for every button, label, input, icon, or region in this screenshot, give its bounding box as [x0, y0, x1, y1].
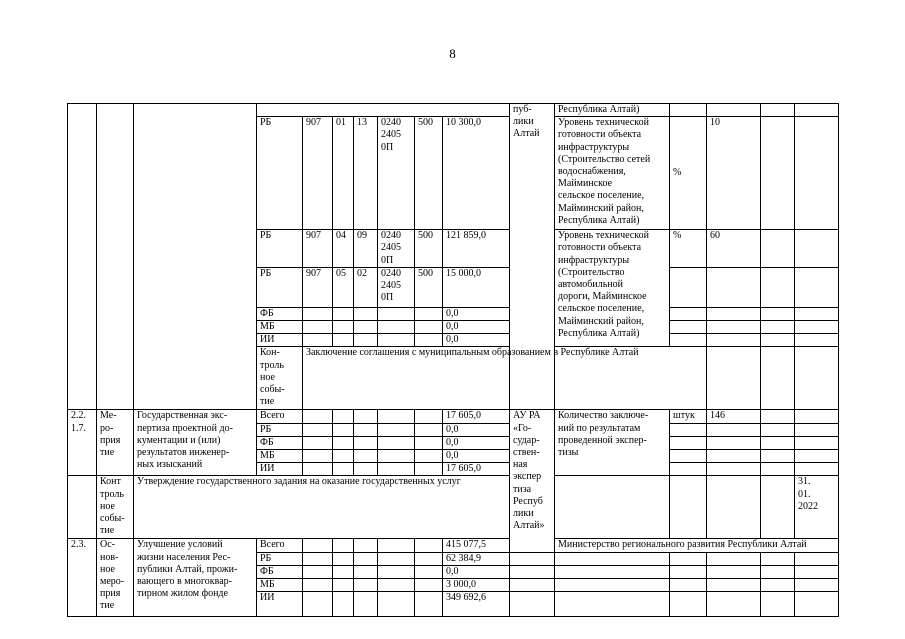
cell-empty [415, 436, 443, 449]
cell-empty [761, 410, 795, 423]
cell-empty [333, 552, 354, 565]
unit-cell [670, 450, 707, 463]
cell-empty [354, 463, 378, 476]
cell-empty [354, 592, 378, 617]
control-label-line: собы- [260, 384, 285, 396]
cell-empty [707, 552, 761, 565]
budget-source-cell: ИИ [257, 463, 303, 476]
value-cell: 146 [707, 410, 761, 423]
csr-line: 2405 [381, 242, 401, 254]
csr-cell [378, 267, 415, 307]
unit-cell [670, 104, 707, 117]
number-cell [68, 410, 97, 476]
cell-empty [761, 565, 795, 578]
control-label-line: собы- [100, 513, 125, 525]
cell-empty [303, 436, 333, 449]
executor-line: Алтай» [513, 520, 545, 532]
cell-empty [761, 423, 795, 436]
indicator-line: автомобильной [558, 279, 623, 291]
budget-source-cell: РБ [257, 267, 303, 307]
cell-empty [354, 552, 378, 565]
cell-empty [795, 104, 839, 117]
cell-empty [415, 423, 443, 436]
value-cell [707, 463, 761, 476]
cell-empty [795, 423, 839, 436]
vr-cell: 500 [415, 230, 443, 268]
cell-empty [303, 423, 333, 436]
cell-empty [333, 592, 354, 617]
cell-empty [378, 423, 415, 436]
cell-empty [761, 436, 795, 449]
cell-empty [795, 334, 839, 347]
row-type-cell [97, 476, 134, 539]
cell-empty [68, 104, 97, 410]
executor-line: ная [513, 459, 528, 471]
amount-cell: 349 692,6 [443, 592, 510, 617]
value-cell: 10 [707, 117, 761, 230]
type-line: тие [100, 600, 115, 612]
indicator-line: дороги, Майминское [558, 291, 647, 303]
cell-empty [354, 450, 378, 463]
cell-empty [555, 476, 670, 539]
indicator-line: сельское поселение, [558, 303, 645, 315]
csr-line: 0240 [381, 117, 401, 129]
type-line: меро- [100, 576, 125, 588]
control-event-text: Утверждение государственного задания на оказание государственных услуг [134, 476, 510, 539]
executor-line: ствен- [513, 447, 540, 459]
executor-cell [510, 410, 555, 552]
cell-empty [795, 410, 839, 423]
cell-empty [415, 463, 443, 476]
date-line: 01. [798, 488, 811, 500]
executor-line: Респуб [513, 495, 543, 507]
executor-text: лики [513, 116, 534, 128]
budget-source-cell: Всего [257, 410, 303, 423]
csr-line: 0240 [381, 230, 401, 242]
control-label-line: ное [100, 500, 115, 512]
value-cell [707, 321, 761, 334]
amount-cell: 0,0 [443, 436, 510, 449]
cell-empty [354, 565, 378, 578]
cell-empty [670, 592, 707, 617]
value-cell [707, 423, 761, 436]
unit-cell: % [670, 117, 707, 230]
unit-cell [670, 476, 707, 539]
control-label-line: троль [260, 359, 284, 371]
csr-line: 0П [381, 141, 394, 153]
csr-cell [378, 117, 415, 230]
cell-empty [795, 267, 839, 307]
budget-source-cell: ФБ [257, 565, 303, 578]
cell-empty [415, 450, 443, 463]
control-label-line: ное [260, 371, 275, 383]
executor-cell: Министерство регионального развития Республики Алтай [555, 539, 839, 552]
budget-source-cell: МБ [257, 579, 303, 592]
cell-empty [795, 592, 839, 617]
type-line: прия [100, 588, 121, 600]
cell-empty [761, 592, 795, 617]
number-line: 1.7. [71, 422, 86, 434]
budget-source-cell: РБ [257, 117, 303, 230]
indicator-line: сельское поселение, [558, 190, 645, 202]
value-cell [707, 476, 761, 539]
cell-empty [415, 552, 443, 565]
measure-name-cell [134, 410, 257, 476]
indicator-line: Уровень технической [558, 117, 649, 129]
cell-empty [795, 463, 839, 476]
budget-source-cell: РБ [257, 423, 303, 436]
cell-empty [415, 565, 443, 578]
cell-empty [378, 592, 415, 617]
cell-empty [670, 552, 707, 565]
cell-empty [354, 321, 378, 334]
cell-empty [795, 321, 839, 334]
indicator-cell: Республика Алтай) [555, 104, 670, 117]
csr-line: 0240 [381, 267, 401, 279]
grbs-cell: 907 [303, 267, 333, 307]
cell-empty [761, 579, 795, 592]
executor-text: Алтай [513, 128, 540, 140]
type-line: прия [100, 434, 121, 446]
amount-cell: 0,0 [443, 334, 510, 347]
cell-empty [707, 347, 761, 410]
type-line: ное [100, 563, 115, 575]
cell-empty [555, 592, 670, 617]
indicator-line: Майминский район, [558, 202, 644, 214]
table-row [68, 104, 839, 117]
cell-empty [761, 450, 795, 463]
cell-empty [68, 476, 97, 539]
cell-empty [378, 436, 415, 449]
value-cell [795, 347, 839, 410]
control-label-line: тие [260, 396, 275, 408]
cell-empty [795, 117, 839, 230]
cell-empty [378, 539, 415, 552]
csr-line: 0П [381, 292, 394, 304]
name-line: кументации и (или) [137, 434, 221, 446]
cell-empty [761, 334, 795, 347]
number-cell: 2.3. [68, 539, 97, 617]
cell-empty [378, 450, 415, 463]
control-label-line: троль [100, 488, 124, 500]
cell-empty [795, 230, 839, 268]
csr-cell [378, 230, 415, 268]
cell-empty [303, 579, 333, 592]
indicator-line: ний по результатам [558, 422, 641, 434]
amount-cell: 17 605,0 [443, 410, 510, 423]
cell-empty [795, 436, 839, 449]
indicator-line: Республика Алтай) [558, 214, 640, 226]
budget-source-cell: ИИ [257, 334, 303, 347]
rz-cell: 05 [333, 267, 354, 307]
indicator-line: Уровень технической [558, 230, 649, 242]
cell-empty [333, 423, 354, 436]
page-number: 8 [449, 46, 456, 61]
csr-line: 2405 [381, 129, 401, 141]
indicator-line: готовности объекта [558, 242, 642, 254]
indicator-cell [555, 117, 670, 230]
name-line: вающего в многоквар- [137, 576, 232, 588]
amount-cell: 0,0 [443, 307, 510, 320]
indicator-line: тизы [558, 447, 579, 459]
cell-empty [333, 579, 354, 592]
indicator-line: Майминское [558, 178, 613, 190]
unit-cell [670, 321, 707, 334]
executor-line: тиза [513, 483, 532, 495]
cell-empty [303, 410, 333, 423]
budget-source-cell: ФБ [257, 436, 303, 449]
executor-line: экспер [513, 471, 542, 483]
amount-cell: 0,0 [443, 423, 510, 436]
amount-cell: 62 384,9 [443, 552, 510, 565]
cell-empty [761, 104, 795, 117]
control-label-line: тие [100, 525, 115, 537]
executor-line: лики [513, 508, 534, 520]
cell-empty [761, 552, 795, 565]
pr-cell: 13 [354, 117, 378, 230]
cell-empty [415, 334, 443, 347]
cell-empty [378, 321, 415, 334]
cell-empty [333, 321, 354, 334]
indicator-cell [555, 410, 670, 476]
unit-cell [670, 307, 707, 320]
budget-source-cell: МБ [257, 450, 303, 463]
cell-empty [795, 565, 839, 578]
indicator-line: водоснабжения, [558, 166, 626, 178]
cell-empty [761, 307, 795, 320]
cell-empty [761, 463, 795, 476]
unit-cell [670, 334, 707, 347]
cell-empty [415, 307, 443, 320]
cell-empty [354, 423, 378, 436]
number-line: 2.2. [71, 410, 86, 422]
cell-empty [761, 321, 795, 334]
cell-empty [795, 450, 839, 463]
name-line: пертиза проектной до- [137, 422, 233, 434]
indicator-cell [555, 230, 670, 347]
cell-empty [257, 104, 510, 117]
cell-empty [378, 307, 415, 320]
cell-empty [303, 463, 333, 476]
executor-line: судар- [513, 434, 540, 446]
pr-cell: 09 [354, 230, 378, 268]
table-row [68, 539, 839, 552]
date-line: 31. [798, 476, 811, 488]
cell-empty [761, 230, 795, 268]
unit-cell: % [670, 230, 707, 268]
cell-empty [303, 450, 333, 463]
control-label-line: Конт [100, 476, 121, 488]
csr-line: 0П [381, 254, 394, 266]
cell-empty [795, 552, 839, 565]
cell-empty [670, 579, 707, 592]
cell-empty [354, 410, 378, 423]
indicator-line: (Строительство сетей [558, 153, 651, 165]
cell-empty [510, 592, 555, 617]
cell-empty [333, 436, 354, 449]
value-cell [707, 307, 761, 320]
name-line: публики Алтай, прожи- [137, 563, 238, 575]
name-line: Улучшение условий [137, 539, 223, 551]
cell-empty [354, 307, 378, 320]
type-line: нов- [100, 551, 119, 563]
grbs-cell: 907 [303, 230, 333, 268]
value-cell [707, 436, 761, 449]
cell-empty [555, 552, 670, 565]
indicator-line: Майминский район, [558, 315, 644, 327]
cell-empty [761, 117, 795, 230]
amount-cell: 0,0 [443, 565, 510, 578]
cell-empty [378, 463, 415, 476]
row-type-cell [97, 539, 134, 617]
value-cell [707, 104, 761, 117]
measure-name-cell [134, 539, 257, 617]
value-cell [707, 267, 761, 307]
indicator-line: инфраструктуры [558, 254, 630, 266]
budget-source-cell: МБ [257, 321, 303, 334]
cell-empty [707, 592, 761, 617]
type-line: Ме- [100, 410, 117, 422]
control-label-line: Кон- [260, 347, 280, 359]
pr-cell: 02 [354, 267, 378, 307]
unit-cell [670, 436, 707, 449]
table-row [68, 476, 839, 539]
amount-cell: 17 605,0 [443, 463, 510, 476]
unit-cell: штук [670, 410, 707, 423]
cell-empty [333, 463, 354, 476]
budget-source-cell: Всего [257, 539, 303, 552]
row-type-cell [97, 410, 134, 476]
cell-empty [354, 436, 378, 449]
cell-empty [354, 579, 378, 592]
type-line: ро- [100, 422, 114, 434]
date-cell [795, 476, 839, 539]
cell-empty [333, 450, 354, 463]
cell-empty [415, 321, 443, 334]
cell-empty [378, 552, 415, 565]
indicator-line: (Строительство [558, 266, 625, 278]
cell-empty [333, 539, 354, 552]
name-line: тирном жилом фонде [137, 588, 228, 600]
budget-source-cell: ФБ [257, 307, 303, 320]
amount-cell: 121 859,0 [443, 230, 510, 268]
amount-cell: 415 077,5 [443, 539, 510, 552]
unit-cell [670, 463, 707, 476]
csr-line: 2405 [381, 280, 401, 292]
indicator-line: проведенной экспер- [558, 434, 647, 446]
cell-empty [707, 565, 761, 578]
cell-empty [303, 539, 333, 552]
amount-cell: 10 300,0 [443, 117, 510, 230]
cell-empty [415, 579, 443, 592]
cell-empty [670, 565, 707, 578]
amount-cell: 3 000,0 [443, 579, 510, 592]
executor-text: пуб- [513, 104, 532, 115]
type-line: Ос- [100, 539, 115, 551]
unit-cell [670, 423, 707, 436]
vr-cell: 500 [415, 267, 443, 307]
name-line: Государственная экс- [137, 410, 228, 422]
cell-empty [795, 307, 839, 320]
cell-empty [795, 579, 839, 592]
value-cell [707, 334, 761, 347]
unit-cell [670, 267, 707, 307]
name-line: ных изысканий [137, 459, 203, 471]
table-row [68, 410, 839, 423]
cell-empty [510, 579, 555, 592]
cell-empty [333, 334, 354, 347]
control-event-text: Заключение соглашения с муниципальным образованием в Республике Алтай [303, 347, 707, 410]
rz-cell: 01 [333, 117, 354, 230]
rz-cell: 04 [333, 230, 354, 268]
cell-empty [303, 565, 333, 578]
cell-empty [354, 539, 378, 552]
indicator-line: Количество заключе- [558, 410, 649, 422]
indicator-line: готовности объекта [558, 129, 642, 141]
indicator-line: Республика Алтай) [558, 327, 640, 339]
cell-empty [761, 476, 795, 539]
cell-empty [134, 104, 257, 410]
budget-source-cell: РБ [257, 552, 303, 565]
cell-empty [354, 334, 378, 347]
cell-empty [378, 579, 415, 592]
name-line: результатов инженер- [137, 447, 230, 459]
row-type-cell [257, 347, 303, 410]
executor-line: АУ РА [513, 410, 541, 422]
value-cell [707, 450, 761, 463]
cell-empty [378, 334, 415, 347]
amount-cell: 0,0 [443, 450, 510, 463]
cell-empty [378, 565, 415, 578]
cell-empty [303, 321, 333, 334]
name-line: жизни населения Рес- [137, 551, 231, 563]
unit-cell [761, 347, 795, 410]
cell-empty [303, 552, 333, 565]
cell-empty [510, 565, 555, 578]
grbs-cell: 907 [303, 117, 333, 230]
date-line: 2022 [798, 500, 818, 512]
cell-empty [378, 410, 415, 423]
cell-empty [555, 579, 670, 592]
cell-empty [707, 579, 761, 592]
cell-empty [333, 565, 354, 578]
cell-empty [303, 334, 333, 347]
cell-empty [415, 410, 443, 423]
cell-empty [555, 565, 670, 578]
amount-cell: 15 000,0 [443, 267, 510, 307]
indicator-line: инфраструктуры [558, 141, 630, 153]
cell-empty [303, 592, 333, 617]
cell-empty [761, 267, 795, 307]
amount-cell: 0,0 [443, 321, 510, 334]
type-line: тие [100, 447, 115, 459]
executor-line: «Го- [513, 422, 532, 434]
cell-empty [510, 552, 555, 565]
cell-empty [333, 410, 354, 423]
cell-empty [415, 592, 443, 617]
vr-cell: 500 [415, 117, 443, 230]
cell-empty [97, 104, 134, 410]
value-cell: 60 [707, 230, 761, 268]
budget-source-cell: РБ [257, 230, 303, 268]
cell-empty [303, 307, 333, 320]
budget-source-cell: ИИ [257, 592, 303, 617]
cell-empty [415, 539, 443, 552]
program-table [67, 103, 839, 617]
cell-empty [333, 307, 354, 320]
